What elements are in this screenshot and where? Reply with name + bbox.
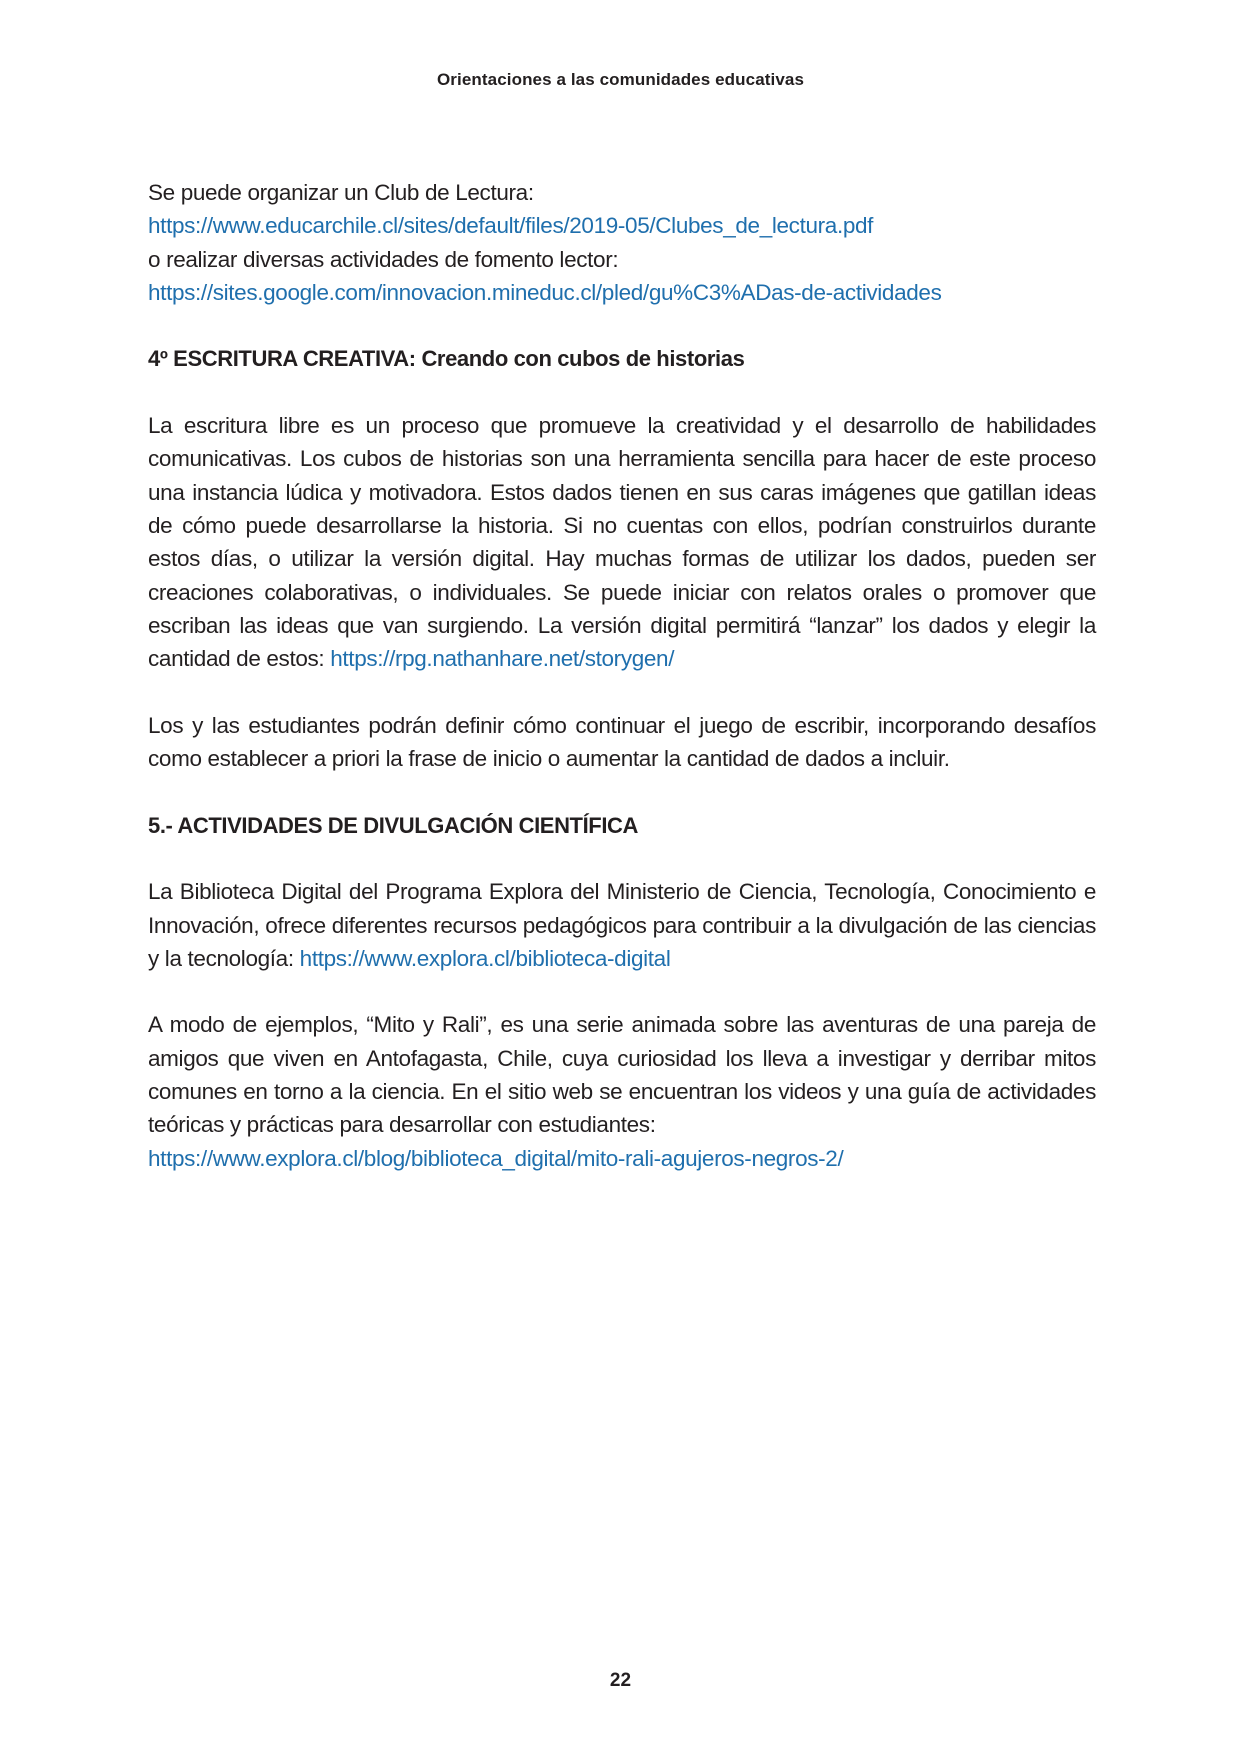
- intro-block: [148, 176, 1096, 309]
- mito-rali-link[interactable]: https://www.explora.cl/blog/biblioteca_digital/mito-rali-agujeros-negros-2/: [148, 1145, 844, 1171]
- actividades-link[interactable]: https://sites.google.com/innovacion.mineduc.cl/pled/gu%C3%ADas-de-actividades: [148, 279, 942, 305]
- section-4-heading-bold: 4º ESCRITURA CREATIVA:: [148, 346, 416, 372]
- section-4-paragraph-1: [148, 409, 1096, 675]
- section-4-paragraph-1-text: La escritura libre es un proceso que promueve la creatividad y el desarrollo de habilidades comunicativas. Los cubos de historias son una herramienta sencilla para hacer de este proceso una instancia lúdica y motivadora. Estos dados tienen en sus caras imágenes que gatillan ideas de cómo puede desarrollarse la historia. Si no cuentas con ellos, podrían construirlos durante estos días, o utilizar la versión digital. Hay muchas formas de utilizar los dados, pueden ser creaciones colaborativas, o individuales. Se puede iniciar con relatos orales o promover que escriban las ideas que van surgiendo. La versión digital permitirá “lanzar” los dados y elegir la cantidad de estos:: [148, 413, 1096, 672]
- section-5-paragraph-1: [148, 875, 1096, 975]
- section-5-paragraph-1-text: La Biblioteca Digital del Programa Explora del Ministerio de Ciencia, Tecnología, Conocimiento e Innovación, ofrece diferentes recursos pedagógicos para contribuir a la divulgación de las ciencias y la tecnología:: [148, 879, 1096, 971]
- storygen-link[interactable]: https://rpg.nathanhare.net/storygen/: [330, 646, 675, 672]
- running-header: Orientaciones a las comunidades educativas: [436, 70, 804, 89]
- activities-text: o realizar diversas actividades de fomento lector:: [148, 246, 619, 272]
- page-number: 22: [609, 1670, 632, 1691]
- page-content: [148, 176, 1096, 1175]
- club-lectura-link[interactable]: https://www.educarchile.cl/sites/default/files/2019-05/Clubes_de_lectura.pdf: [148, 213, 874, 239]
- section-4-paragraph-2: Los y las estudiantes podrán definir cómo continuar el juego de escribir, incorporando desafíos como establecer a priori la frase de inicio o aumentar la cantidad de dados a incluir.: [148, 712, 1096, 772]
- club-text: Se puede organizar un Club de Lectura:: [148, 180, 534, 205]
- section-4-heading: [148, 342, 1096, 375]
- section-5-heading: 5.- ACTIVIDADES DE DIVULGACIÓN CIENTÍFICA: [148, 812, 639, 838]
- biblioteca-digital-link[interactable]: https://www.explora.cl/biblioteca-digital: [299, 945, 671, 971]
- section-4-heading-rest: Creando con cubos de historias: [415, 346, 745, 372]
- section-5-paragraph-2: A modo de ejemplos, “Mito y Rali”, es una serie animada sobre las aventuras de una pareja de amigos que viven en Antofagasta, Chile, cuya curiosidad los lleva a investigar y derribar mitos comunes en torno a la ciencia. En el sitio web se encuentran los videos y una guía de actividades teóricas y prácticas para desarrollar con estudiantes:: [148, 1012, 1096, 1138]
